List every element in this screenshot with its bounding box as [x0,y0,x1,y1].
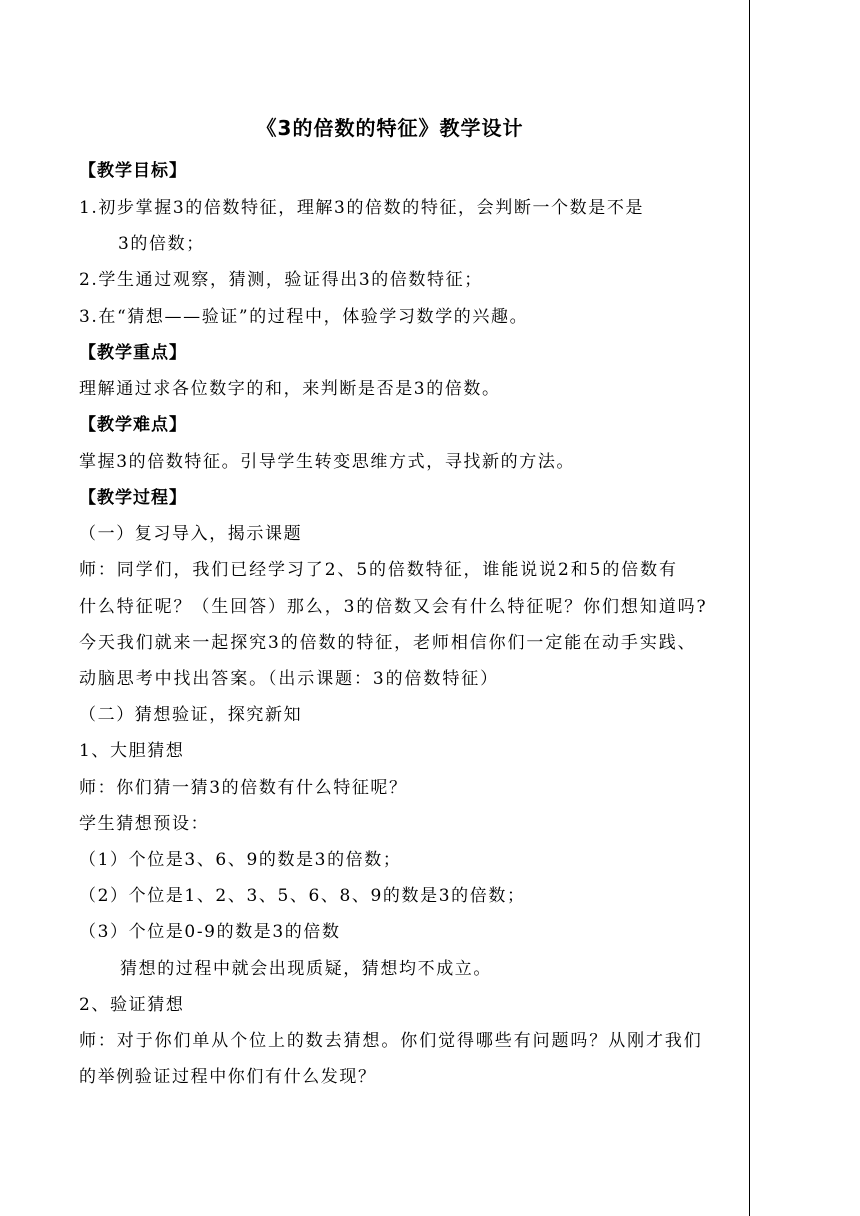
guess-3: （3）个位是0-9的数是3的倍数 [79,922,341,942]
key-point-heading: 【教学重点】 [79,343,187,363]
step-2-title: 2、验证猜想 [79,995,185,1015]
guess-1: （1）个位是3、6、9的数是3的倍数； [79,850,402,870]
part-1-paragraph-line-4: 动脑思考中找出答案。（出示课题：3的倍数特征） [79,669,500,689]
difficult-point-text: 掌握3的倍数特征。引导学生转变思维方式，寻找新的方法。 [79,452,576,472]
goals-heading: 【教学目标】 [79,161,187,181]
step-2-paragraph-line-2: 的举例验证过程中你们有什么发现？ [79,1067,377,1087]
part-1-paragraph-line-3: 今天我们就来一起探究3的倍数的特征，老师相信你们一定能在动手实践、 [79,633,697,653]
part-1-paragraph-line-1: 师：同学们，我们已经学习了2、5的倍数特征，谁能说说2和5的倍数有 [79,560,678,580]
goal-3: 3.在“猜想——验证”的过程中，体验学习数学的兴趣。 [79,307,529,327]
guess-2: （2）个位是1、2、3、5、6、8、9的数是3的倍数； [79,886,526,906]
key-point-text: 理解通过求各位数字的和，来判断是否是3的倍数。 [79,379,501,399]
part-1-paragraph-line-2: 什么特征呢？（生回答）那么，3的倍数又会有什么特征呢？你们想知道吗? [79,597,708,617]
goal-1-line-1: 1.初步掌握3的倍数特征，理解3的倍数的特征，会判断一个数是不是 [79,198,645,218]
goal-1-line-2: 3的倍数； [118,234,205,254]
step-1-title: 1、大胆猜想 [79,741,185,761]
step-1-preset-label: 学生猜想预设： [79,814,210,834]
step-2-paragraph-line-1: 师：对于你们单从个位上的数去猜想。你们觉得哪些有问题吗？从刚才我们 [79,1031,703,1051]
difficult-point-heading: 【教学难点】 [79,415,187,435]
page-border-line [749,0,750,1216]
document-title: 《3的倍数的特征》教学设计 [256,116,524,140]
goal-2: 2.学生通过观察，猜测，验证得出3的倍数特征； [79,270,483,290]
process-heading: 【教学过程】 [79,488,187,508]
step-1-question: 师：你们猜一猜3的倍数有什么特征呢？ [79,778,408,798]
part-2-title: （二）猜想验证，探究新知 [79,705,303,725]
guess-note: 猜想的过程中就会出现质疑，猜想均不成立。 [120,959,492,979]
part-1-title: （一）复习导入，揭示课题 [79,524,303,544]
